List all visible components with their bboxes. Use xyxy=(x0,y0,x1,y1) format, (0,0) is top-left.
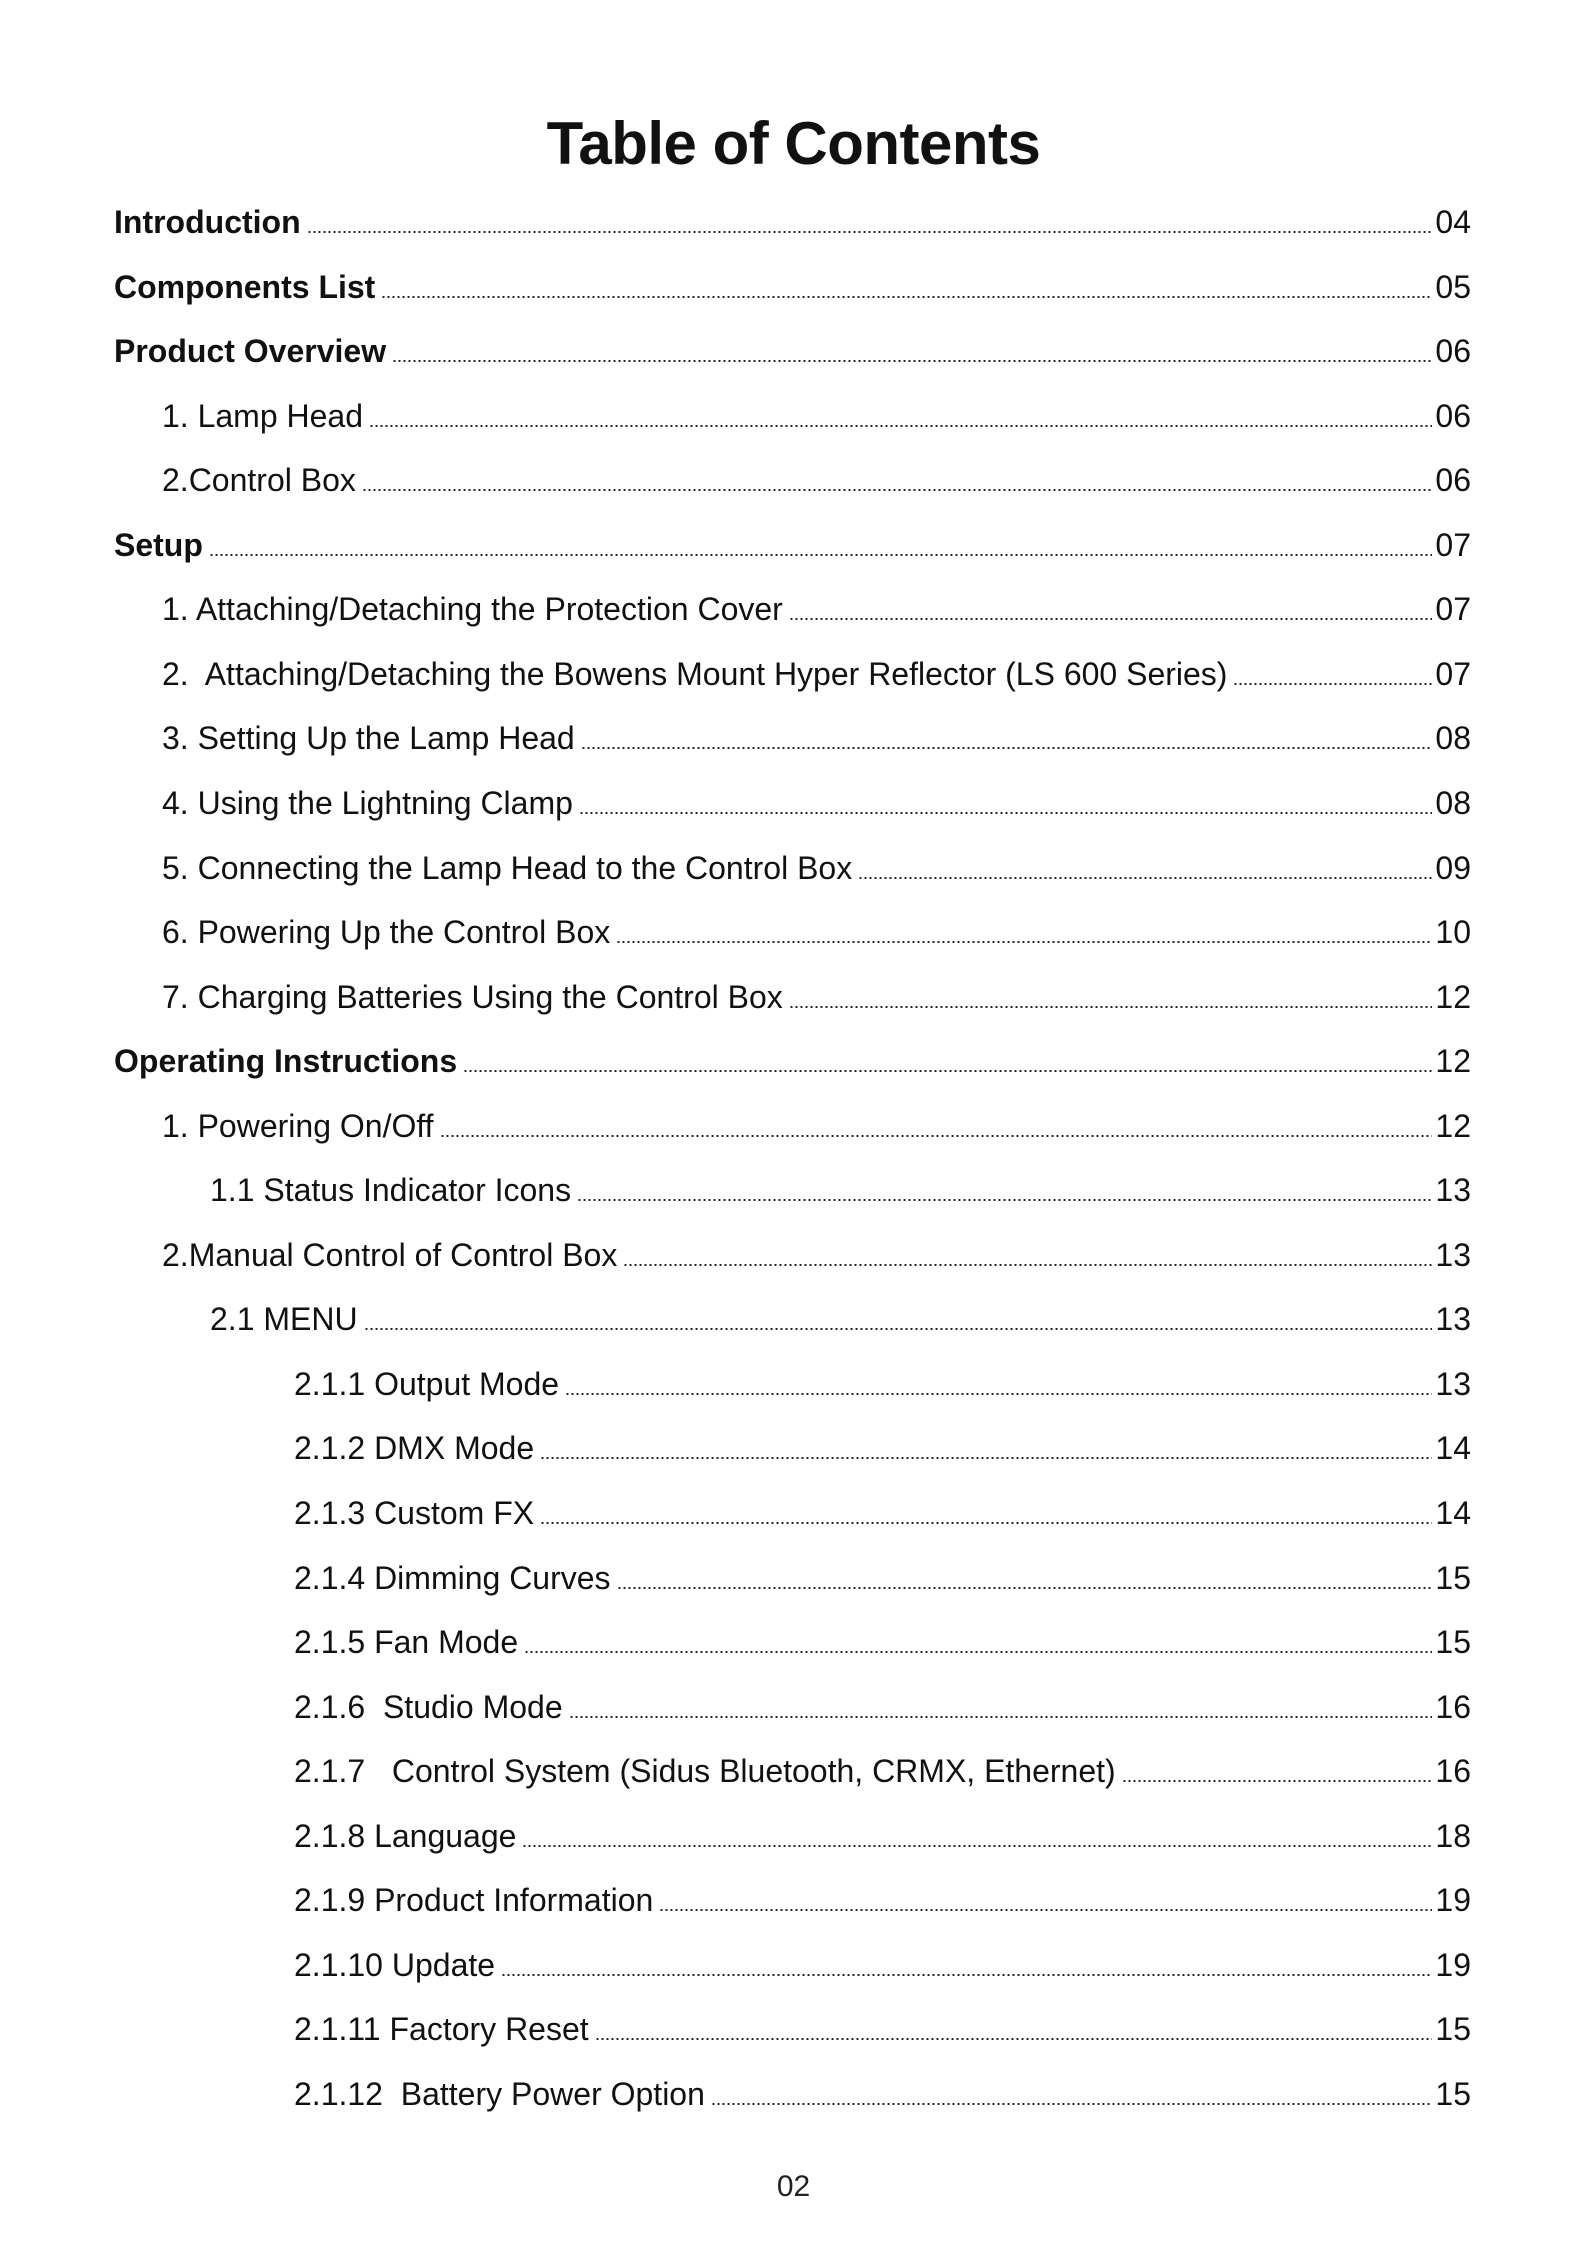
toc-entry-label: Setup xyxy=(114,527,203,563)
dot-leader xyxy=(616,941,1432,943)
dot-leader xyxy=(392,360,1432,362)
toc-entry[interactable] xyxy=(294,1683,1471,1727)
toc-entry-label: 2.1.8 Language xyxy=(294,1818,517,1854)
dot-leader xyxy=(463,1070,1432,1072)
toc-entry-page-number: 08 xyxy=(1435,720,1471,756)
toc-entry[interactable] xyxy=(210,1295,1471,1339)
toc-entry-page-number: 13 xyxy=(1435,1301,1471,1337)
toc-entry-label: 1. Lamp Head xyxy=(162,398,364,434)
dot-leader xyxy=(579,812,1433,814)
toc-entry[interactable] xyxy=(162,714,1471,758)
toc-entry[interactable] xyxy=(294,1876,1471,1920)
dot-leader xyxy=(524,1651,1432,1653)
toc-entry[interactable] xyxy=(294,2005,1471,2049)
toc-entry-label: 2.Control Box xyxy=(162,462,356,498)
toc-entry[interactable] xyxy=(294,1489,1471,1533)
toc-entry-page-number: 14 xyxy=(1435,1495,1471,1531)
dot-leader xyxy=(577,1199,1432,1201)
toc-entry-label: 2.1.2 DMX Mode xyxy=(294,1430,535,1466)
toc-entry-label: 1. Powering On/Off xyxy=(162,1108,434,1144)
toc-entry-page-number: 07 xyxy=(1435,656,1471,692)
toc-entry-label: 2.1.9 Product Information xyxy=(294,1882,654,1918)
toc-entry-page-number: 07 xyxy=(1435,591,1471,627)
toc-entry[interactable] xyxy=(162,456,1471,500)
toc-entry-label: 5. Connecting the Lamp Head to the Control Box xyxy=(162,850,853,886)
toc-entry-label: 2.1.5 Fan Mode xyxy=(294,1624,519,1660)
toc-entry-page-number: 19 xyxy=(1435,1947,1471,1983)
dot-leader xyxy=(307,231,1433,233)
page-number: 02 xyxy=(776,2170,811,2203)
toc-entry-label: 2.1.3 Custom FX xyxy=(294,1495,535,1531)
toc-entry[interactable] xyxy=(162,844,1471,888)
toc-entry[interactable] xyxy=(294,1618,1471,1662)
dot-leader xyxy=(565,1393,1432,1395)
toc-entry-page-number: 15 xyxy=(1435,1560,1471,1596)
toc-entry[interactable] xyxy=(294,1812,1471,1856)
toc-entry[interactable] xyxy=(114,521,1471,565)
toc-entry[interactable] xyxy=(294,1360,1471,1404)
toc-entry-label: 2.1.1 Output Mode xyxy=(294,1366,560,1402)
dot-leader xyxy=(369,425,1432,427)
toc-entry[interactable] xyxy=(114,1037,1471,1081)
toc-entry-label: 2.1 MENU xyxy=(210,1301,358,1337)
toc-entry[interactable] xyxy=(162,908,1471,952)
toc-entry-page-number: 06 xyxy=(1435,462,1471,498)
toc-entry-label: 3. Setting Up the Lamp Head xyxy=(162,720,575,756)
toc-entry-page-number: 13 xyxy=(1435,1366,1471,1402)
toc-entry[interactable] xyxy=(294,1424,1471,1468)
toc-entry-page-number: 05 xyxy=(1435,269,1471,305)
toc-entry-label: Components List xyxy=(114,269,376,305)
dot-leader xyxy=(623,1264,1432,1266)
dot-leader xyxy=(569,1716,1433,1718)
toc-entry[interactable] xyxy=(114,327,1471,371)
toc-entry-page-number: 12 xyxy=(1435,979,1471,1015)
toc-entry-page-number: 14 xyxy=(1435,1430,1471,1466)
toc-entry[interactable] xyxy=(114,198,1471,242)
dot-leader xyxy=(209,554,1433,556)
toc-entry-label: Product Overview xyxy=(114,333,387,369)
toc-entry-label: 1. Attaching/Detaching the Protection Cover xyxy=(162,591,783,627)
dot-leader xyxy=(522,1845,1432,1847)
toc-entry-page-number: 09 xyxy=(1435,850,1471,886)
dot-leader xyxy=(540,1457,1432,1459)
toc-entry-label: 2.1.7 Control System (Sidus Bluetooth, CRMX, Ethernet) xyxy=(294,1753,1116,1789)
toc-entry-label: Operating Instructions xyxy=(114,1043,458,1079)
toc-entry[interactable] xyxy=(294,2070,1471,2114)
toc-entry-label: 1.1 Status Indicator Icons xyxy=(210,1172,572,1208)
dot-leader xyxy=(595,2038,1433,2040)
toc-entry-label: 2.1.11 Factory Reset xyxy=(294,2011,589,2047)
toc-entry-page-number: 15 xyxy=(1435,2076,1471,2112)
dot-leader xyxy=(659,1909,1432,1911)
toc-entry[interactable] xyxy=(294,1747,1471,1791)
toc-entry-page-number: 13 xyxy=(1435,1172,1471,1208)
toc-entry[interactable] xyxy=(294,1554,1471,1598)
toc-entry-page-number: 07 xyxy=(1435,527,1471,563)
toc-entry-page-number: 12 xyxy=(1435,1108,1471,1144)
toc-entry-page-number: 19 xyxy=(1435,1882,1471,1918)
dot-leader xyxy=(381,296,1432,298)
toc-entry-label: 2. Attaching/Detaching the Bowens Mount Hyper Reflector (LS 600 Series) xyxy=(162,656,1228,692)
toc-entry-label: 6. Powering Up the Control Box xyxy=(162,914,611,950)
toc-entry-label: 2.Manual Control of Control Box xyxy=(162,1237,618,1273)
toc-entry-page-number: 15 xyxy=(1435,2011,1471,2047)
toc-entry-label: 7. Charging Batteries Using the Control Box xyxy=(162,979,783,1015)
toc-entry-label: 2.1.6 Studio Mode xyxy=(294,1689,563,1725)
dot-leader xyxy=(540,1522,1432,1524)
toc-entry-page-number: 08 xyxy=(1435,785,1471,821)
dot-leader xyxy=(440,1135,1433,1137)
toc-entry[interactable] xyxy=(162,779,1471,823)
dot-leader xyxy=(1233,683,1432,685)
toc-entry-label: 2.1.4 Dimming Curves xyxy=(294,1560,611,1596)
toc-entry-page-number: 18 xyxy=(1435,1818,1471,1854)
toc-entry-page-number: 06 xyxy=(1435,333,1471,369)
toc-entry-label: 4. Using the Lightning Clamp xyxy=(162,785,573,821)
dot-leader xyxy=(362,489,1433,491)
dot-leader xyxy=(364,1328,1433,1330)
toc-entry[interactable] xyxy=(162,585,1471,629)
page-title: Table of Contents xyxy=(546,110,1041,177)
toc-entry-page-number: 06 xyxy=(1435,398,1471,434)
dot-leader xyxy=(617,1587,1433,1589)
dot-leader xyxy=(789,1006,1433,1008)
toc-entry[interactable] xyxy=(162,1102,1471,1146)
toc-entry[interactable] xyxy=(114,263,1471,307)
toc-entry-page-number: 10 xyxy=(1435,914,1471,950)
toc-entry-page-number: 04 xyxy=(1435,204,1471,240)
toc-entry-page-number: 12 xyxy=(1435,1043,1471,1079)
toc-entry[interactable] xyxy=(294,1941,1471,1985)
dot-leader xyxy=(581,747,1433,749)
toc-entry-label: 2.1.10 Update xyxy=(294,1947,496,1983)
toc-entry[interactable] xyxy=(210,1166,1471,1210)
toc-entry[interactable] xyxy=(162,973,1471,1017)
toc-entry-page-number: 16 xyxy=(1435,1689,1471,1725)
toc-entry-page-number: 13 xyxy=(1435,1237,1471,1273)
dot-leader xyxy=(1122,1780,1433,1782)
dot-leader xyxy=(711,2103,1433,2105)
dot-leader xyxy=(789,618,1433,620)
toc-entry-label: Introduction xyxy=(114,204,301,240)
toc-entry[interactable] xyxy=(162,650,1471,694)
toc-entry-page-number: 16 xyxy=(1435,1753,1471,1789)
dot-leader xyxy=(501,1974,1432,1976)
dot-leader xyxy=(858,877,1432,879)
toc-entry[interactable] xyxy=(162,392,1471,436)
toc-entry-label: 2.1.12 Battery Power Option xyxy=(294,2076,705,2112)
toc-entry-page-number: 15 xyxy=(1435,1624,1471,1660)
toc-entry[interactable] xyxy=(162,1231,1471,1275)
